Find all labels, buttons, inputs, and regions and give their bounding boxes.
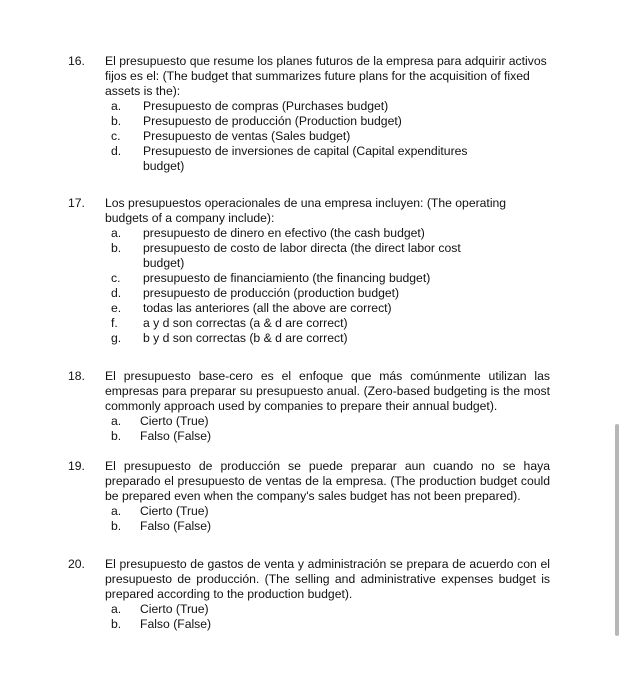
option-a[interactable] (0, 414, 624, 429)
option-text: presupuesto de producción (production budget) (143, 286, 400, 300)
question-number: 17. (68, 196, 85, 210)
option-letter: c. (111, 271, 121, 285)
option-text: Presupuesto de compras (Purchases budget) (143, 99, 389, 113)
option-text: Cierto (True) (140, 414, 209, 428)
option-text: a y d son correctas (a & d are correct) (143, 316, 348, 330)
question-text: El presupuesto de gastos de venta y administración se prepara de acuerdo con el presupuesto de producción. (The selling and administrative expenses budget is prepared according to the production budget). (105, 557, 550, 601)
option-d[interactable] (0, 286, 624, 301)
option-letter: e. (111, 301, 122, 315)
option-letter: a. (111, 99, 122, 113)
option-text: Falso (False) (140, 617, 212, 631)
option-text: Presupuesto de producción (Production budget) (143, 114, 402, 128)
question-number: 19. (68, 459, 85, 473)
option-d[interactable] (0, 144, 624, 174)
option-letter: a. (111, 602, 122, 616)
option-c[interactable] (0, 129, 624, 144)
option-text: Cierto (True) (140, 602, 209, 616)
option-letter: c. (111, 129, 121, 143)
question-number: 18. (68, 369, 85, 383)
option-letter: b. (111, 429, 122, 443)
option-text: b y d son correctas (b & d are correct) (143, 331, 348, 345)
question-number: 20. (68, 557, 85, 571)
option-list (0, 602, 624, 632)
option-letter: b. (111, 241, 122, 255)
option-letter: b. (111, 519, 122, 533)
option-text: Cierto (True) (140, 504, 209, 518)
question-text: El presupuesto que resume los planes futuros de la empresa para adquirir activos fijos es el: (The budget that summarizes future plans for the acquisition of fixed assets is the): (105, 54, 547, 98)
option-letter: d. (111, 144, 122, 158)
scrollbar[interactable] (615, 424, 619, 636)
option-a[interactable] (0, 504, 624, 519)
option-letter: d. (111, 286, 122, 300)
option-list (0, 414, 624, 444)
option-b[interactable] (0, 429, 624, 444)
option-b[interactable] (0, 519, 624, 534)
option-text: Falso (False) (140, 429, 212, 443)
option-text: presupuesto de dinero en efectivo (the cash budget) (143, 226, 425, 240)
option-letter: g. (111, 331, 122, 345)
option-text: Presupuesto de inversiones de capital (Capital expenditures budget) (143, 144, 468, 173)
option-text: presupuesto de financiamiento (the financing budget) (143, 271, 431, 285)
option-e[interactable] (0, 301, 624, 316)
option-text: Falso (False) (140, 519, 212, 533)
option-a[interactable] (0, 226, 624, 241)
option-b[interactable] (0, 114, 624, 129)
option-g[interactable] (0, 331, 624, 346)
question-text: El presupuesto de producción se puede preparar aun cuando no se haya preparado el presupuesto de ventas de la empresa. (The production budget could be prepared even when the company's sales budget has not been prepared). (105, 459, 550, 503)
option-list (0, 226, 624, 346)
option-list (0, 99, 624, 174)
question-number: 16. (68, 54, 85, 68)
option-letter: f. (111, 316, 118, 330)
option-a[interactable] (0, 602, 624, 617)
option-letter: b. (111, 114, 122, 128)
option-text: presupuesto de costo de labor directa (the direct labor cost budget) (143, 241, 461, 270)
option-text: todas las anteriores (all the above are correct) (143, 301, 392, 315)
option-a[interactable] (0, 99, 624, 114)
option-f[interactable] (0, 316, 624, 331)
option-list (0, 504, 624, 534)
option-text: Presupuesto de ventas (Sales budget) (143, 129, 351, 143)
option-c[interactable] (0, 271, 624, 286)
option-letter: a. (111, 504, 122, 518)
option-b[interactable] (0, 241, 624, 271)
question-text: El presupuesto base-cero es el enfoque que más comúnmente utilizan las empresas para preparar su presupuesto anual. (Zero-based budgeting is the most commonly approach used by companies to prepare their annual budget). (105, 369, 550, 413)
option-letter: b. (111, 617, 122, 631)
option-b[interactable] (0, 617, 624, 632)
option-letter: a. (111, 414, 122, 428)
option-letter: a. (111, 226, 122, 240)
question-text: Los presupuestos operacionales de una empresa incluyen: (The operating budgets of a company include): (105, 196, 507, 225)
